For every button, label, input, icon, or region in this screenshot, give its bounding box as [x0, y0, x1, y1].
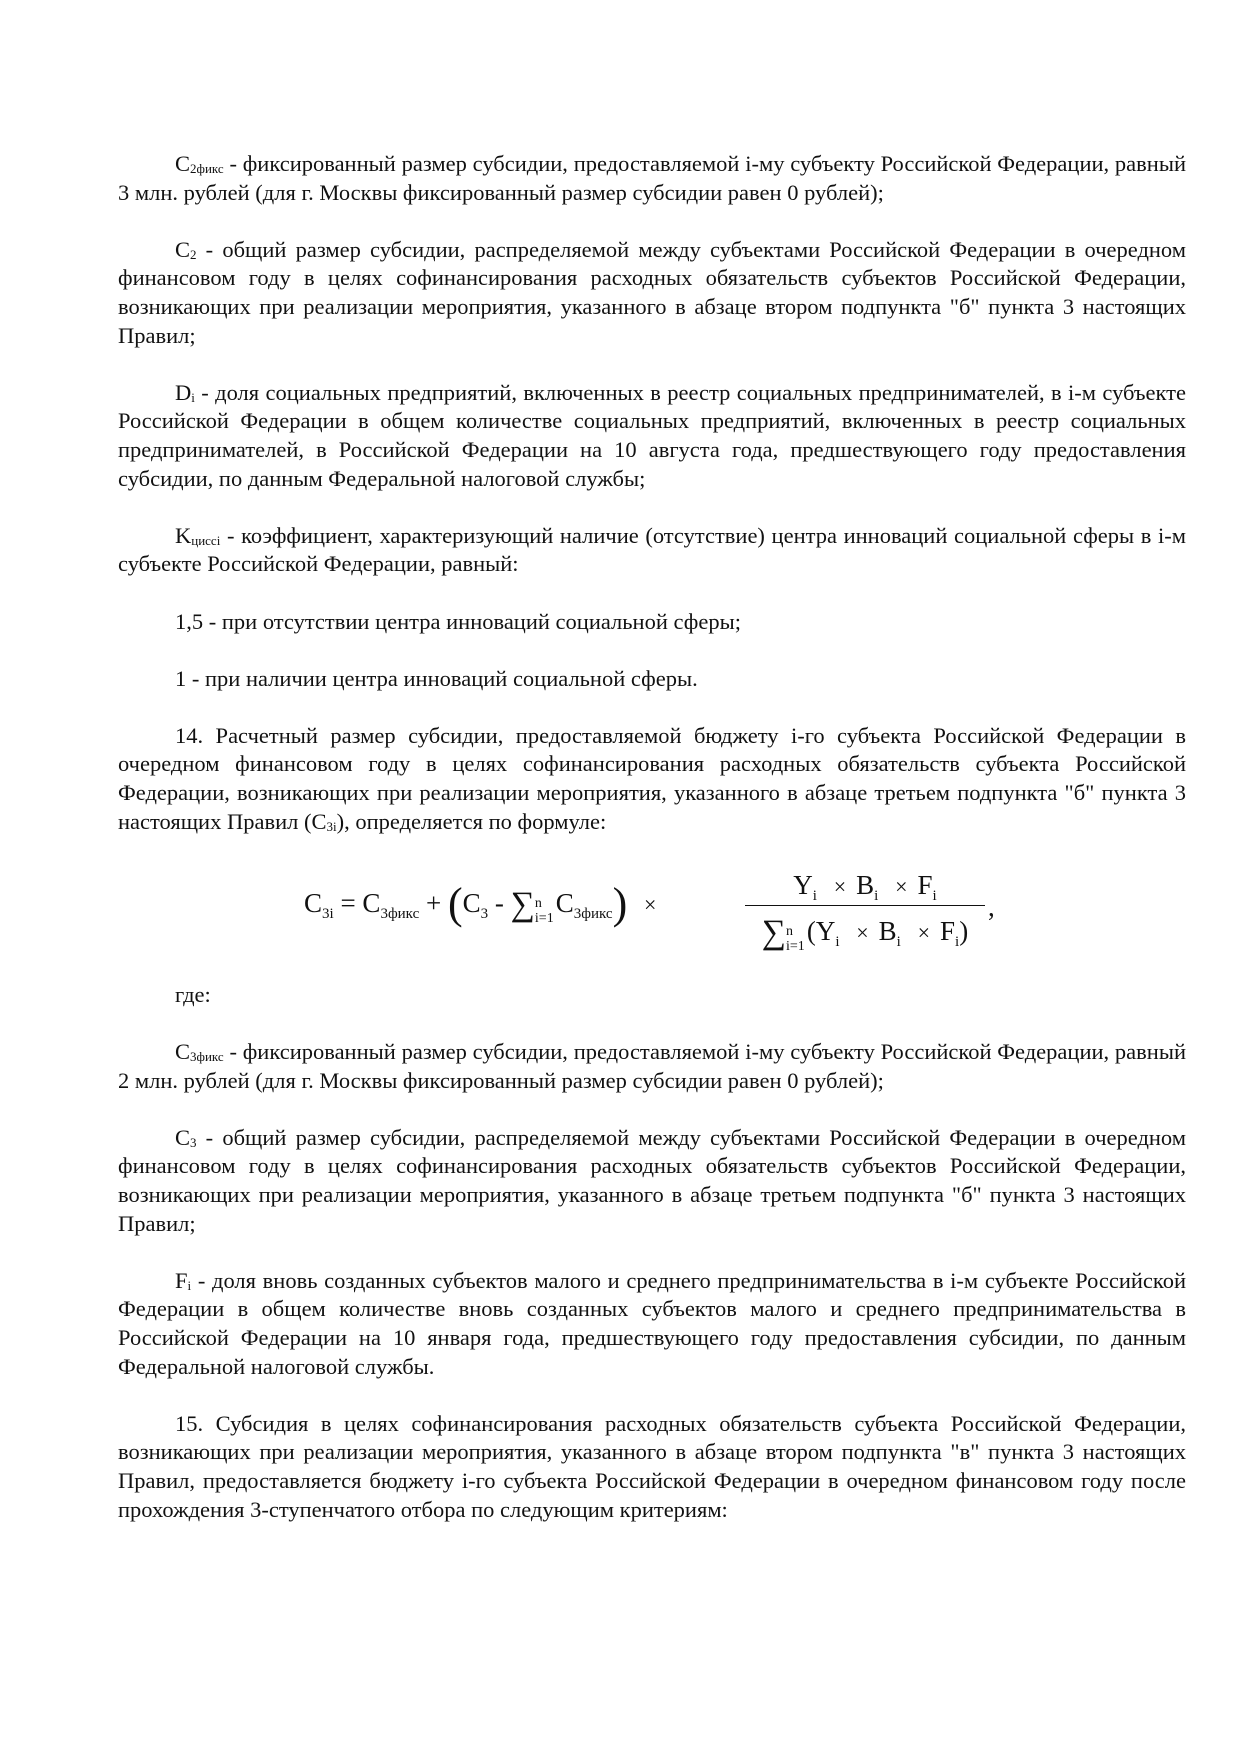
plus-sign: + — [426, 887, 442, 918]
sum-limits — [535, 896, 554, 926]
subscript: 3i — [326, 818, 337, 834]
subscript: циссi — [191, 532, 221, 548]
definition-text: - доля вновь созданных субъектов малого и среднего предпринимательства в i-м субъекте Российской Федерации в общем количестве вновь созданных субъектов малого и среднего предпринимательства в Российской Федерации на 10 января года, предшествующего году предоставления субсидии, по данным Федеральной налоговой службы. — [118, 1267, 1186, 1379]
subscript: i — [187, 1277, 192, 1293]
definition-text: - коэффициент, характеризующий наличие (отсутствие) центра инноваций социальной сферы в i-м субъекте Российской Федерации, равный: — [118, 522, 1186, 577]
symbol: C — [175, 151, 191, 176]
paragraph-fi — [118, 1267, 1186, 1381]
sum-lower: i=1 — [786, 938, 805, 954]
sum-upper: n — [786, 923, 794, 939]
paragraph-kcissi — [118, 522, 1186, 579]
item-14-text: 14. Расчетный размер субсидии, предоставляемой бюджету i-го субъекта Российской Федерации в очередном финансовом году в целях софинансирования расходных обязательств субъекта Российской Федерации, возникающих при реализации мероприятия, указанного в абзаце третьем подпункта "б" пункта 3 настоящих Правил (C — [118, 722, 1186, 834]
symbol: F — [175, 1267, 188, 1293]
var-b: B — [856, 869, 875, 900]
var-b-sub: i — [896, 933, 901, 950]
formula-term2-sub: 3 — [480, 905, 489, 922]
definition-text: - общий размер субсидии, распределяемой между субъектами Российской Федерации в очередном финансовом году в целях софинансирования расходных обязательств субъектов Российской Федерации, возникающих при реализации мероприятия, указанного в абзаце третьем подпункта "б" пункта 3 настоящих Правил; — [118, 1124, 1186, 1236]
subscript: 3фикс — [190, 1049, 224, 1065]
subscript: 2 — [190, 246, 197, 262]
subscript: 2фикс — [190, 161, 224, 176]
definition-text: - фиксированный размер субсидии, предоставляемой i-му субъекту Российской Федерации, равный 2 млн. рублей (для г. Москвы фиксированный размер субсидии равен 0 рублей); — [118, 1039, 1186, 1093]
subscript: i — [191, 389, 195, 405]
paragraph-k-value-1: 1,5 - при отсутствии центра инноваций социальной сферы; — [175, 608, 741, 634]
formula-term2: C — [462, 887, 481, 918]
var-f-sub: i — [955, 933, 960, 950]
minus-sign: - — [494, 887, 504, 918]
symbol: D — [175, 379, 192, 405]
times-sign: × — [856, 919, 869, 945]
sum-upper: n — [534, 895, 542, 911]
paragraph-k-value-2: 1 - при наличии центра инноваций социальной сферы. — [175, 665, 698, 691]
open-paren: ( — [448, 878, 463, 928]
paragraph-c2fix — [118, 150, 1186, 207]
times-sign: × — [833, 873, 847, 899]
formula-term1-sub: 3фикс — [380, 905, 420, 922]
formula-term3-sub: 3фикс — [573, 905, 613, 922]
fraction-numerator — [745, 865, 985, 906]
document-page — [118, 150, 1186, 1524]
paragraph-c3 — [118, 1124, 1186, 1238]
times-sign: × — [643, 891, 657, 917]
paragraph-where: где: — [175, 981, 211, 1007]
times-sign: × — [917, 919, 931, 945]
paragraph-item-15: 15. Субсидия в целях софинансирования расходных обязательств субъекта Российской Федерации, возникающих при реализации мероприятия, указанного в абзаце втором подпункта "в" пункта 3 настоящих Правил, предоставляется бюджету i-го субъекта Российской Федерации в очередном финансовом году после прохождения 3-ступенчатого отбора по следующим критериям: — [118, 1410, 1186, 1522]
var-b: B — [878, 915, 897, 946]
var-f: F — [917, 869, 933, 900]
formula-term3: C — [555, 887, 574, 918]
item-14-text-end: ), определяется по формуле: — [336, 808, 607, 834]
formula-left-side — [304, 878, 666, 928]
definition-text: - фиксированный размер субсидии, предоставляемой i-му субъекту Российской Федерации, равный 3 млн. рублей (для г. Москвы фиксированный размер субсидии равен 0 рублей); — [118, 151, 1186, 205]
equals-sign: = — [340, 887, 356, 918]
formula-c3i — [118, 865, 1186, 955]
definition-text: - доля социальных предприятий, включенных в реестр социальных предпринимателей, в i-м субъекте Российской Федерации в общем количестве социальных предприятий, включенных в реестр социальных предпринимателей, в Российской Федерации на 10 августа года, предшествующего году предоставления субсидии, по данным Федеральной налоговой службы; — [118, 379, 1186, 491]
var-y-sub: i — [835, 933, 840, 950]
var-y: Y — [815, 915, 836, 946]
sigma-icon: ∑ — [761, 913, 787, 951]
sigma-icon: ∑ — [510, 885, 535, 923]
symbol: C — [175, 1039, 191, 1065]
symbol: C — [175, 1124, 191, 1150]
sum-limits — [786, 924, 805, 954]
definition-text: - общий размер субсидии, распределяемой между субъектами Российской Федерации в очередном финансовом году в целях софинансирования расходных обязательств субъектов Российской Федерации, возникающих при реализации мероприятия, указанного в абзаце втором подпункта "б" пункта 3 настоящих Правил; — [118, 236, 1186, 348]
formula-comma: , — [988, 891, 995, 922]
var-y: Y — [793, 869, 813, 900]
var-f-sub: i — [932, 887, 937, 904]
formula-fraction — [745, 865, 985, 952]
times-sign: × — [895, 873, 908, 899]
sum-lower: i=1 — [534, 910, 554, 926]
formula-lhs-sub: 3i — [322, 905, 334, 922]
paragraph-item-14 — [118, 722, 1186, 836]
open-paren: ( — [806, 915, 816, 946]
symbol: C — [175, 236, 191, 262]
formula-term1: C — [362, 887, 381, 918]
fraction-denominator — [745, 906, 985, 952]
symbol: K — [175, 522, 192, 548]
paragraph-c3fix — [118, 1038, 1186, 1095]
paragraph-c2 — [118, 236, 1186, 350]
close-paren: ) — [959, 915, 969, 946]
subscript: 3 — [190, 1134, 197, 1150]
var-f: F — [940, 915, 956, 946]
var-y-sub: i — [812, 887, 817, 904]
var-b-sub: i — [874, 887, 879, 904]
paragraph-di — [118, 379, 1186, 493]
close-paren: ) — [612, 878, 628, 928]
formula-lhs: C — [304, 887, 323, 918]
